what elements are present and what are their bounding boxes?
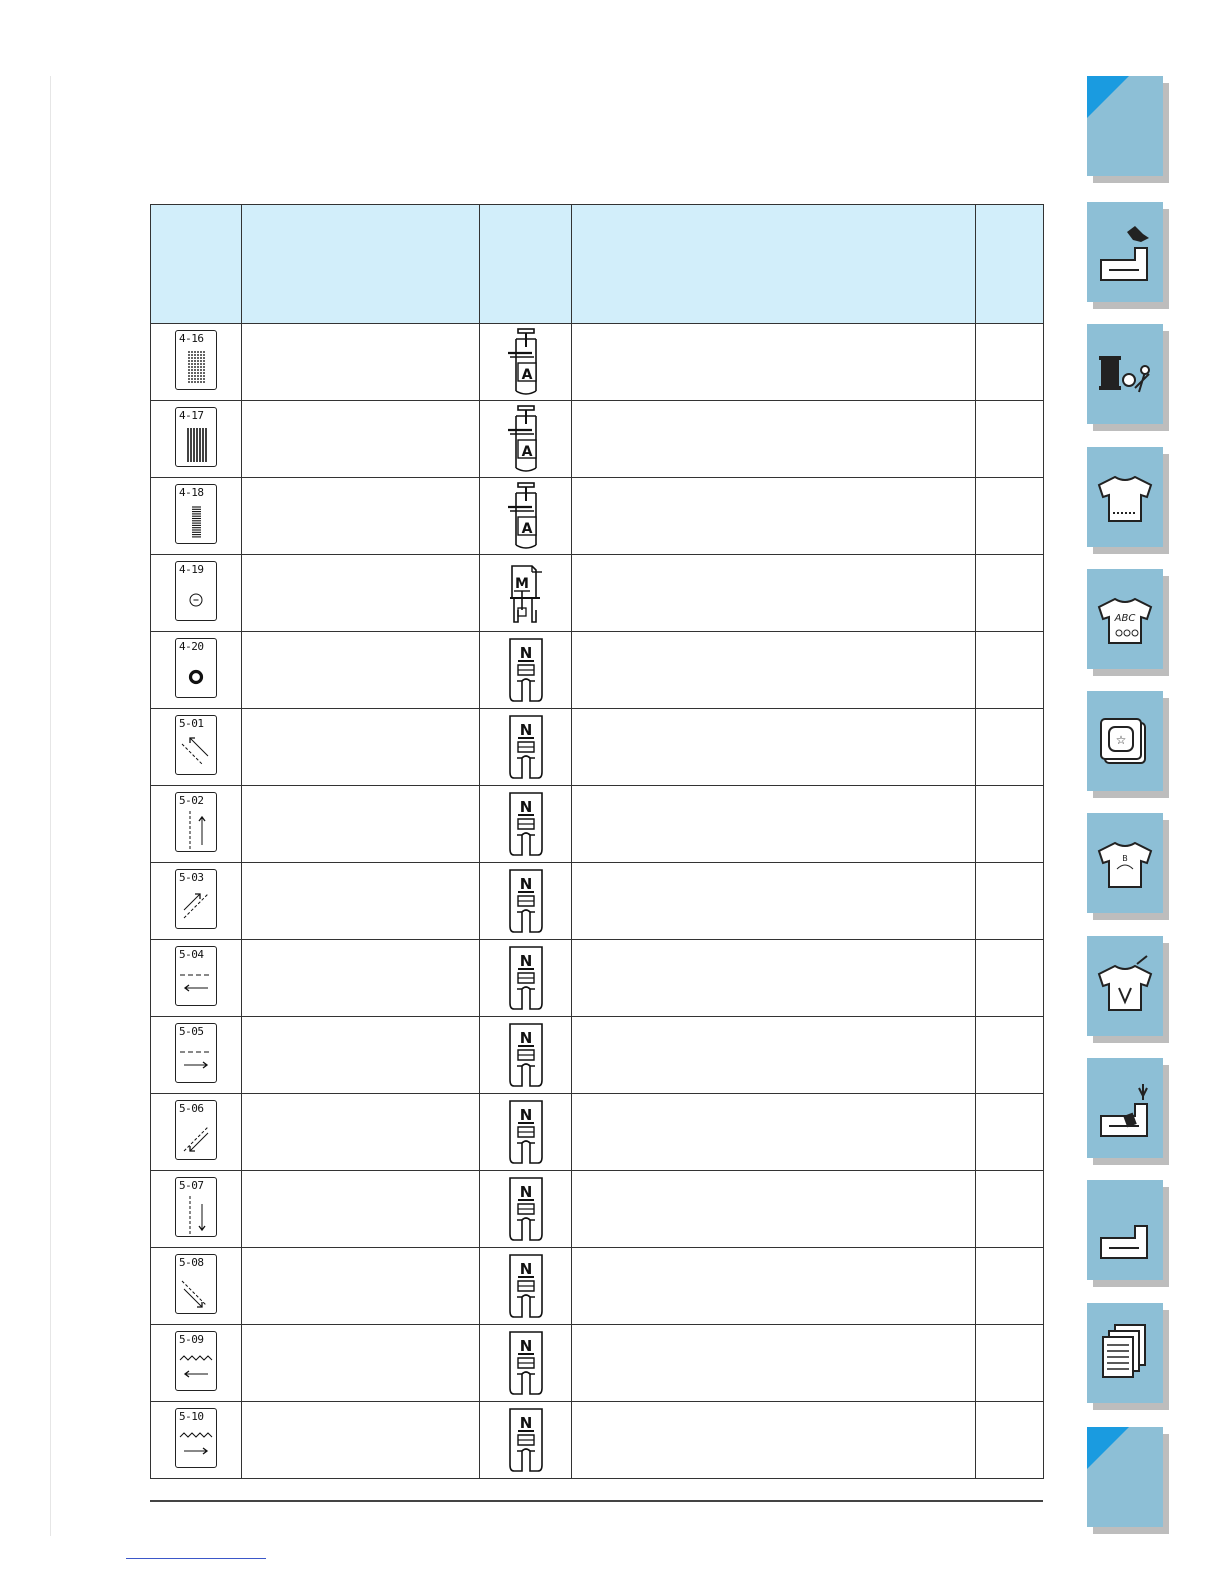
- svg-text:N: N: [519, 1106, 532, 1124]
- stitch-key-icon: [175, 1100, 217, 1160]
- header-page: [976, 205, 1044, 324]
- table-row: [151, 709, 1044, 786]
- presser-foot-cell: [480, 709, 572, 786]
- stitch-key-icon: [175, 946, 217, 1006]
- application-cell: [572, 1171, 976, 1248]
- stitch-pattern-icon: [176, 653, 216, 697]
- stitch-cell: [151, 478, 242, 555]
- page-cell: [976, 401, 1044, 478]
- page-cell: [976, 632, 1044, 709]
- stitch-cell: [151, 555, 242, 632]
- chapter-tab[interactable]: [1087, 1303, 1163, 1403]
- presser-foot-cell: [480, 632, 572, 709]
- application-cell: [572, 401, 976, 478]
- stitch-key-icon: [175, 1254, 217, 1314]
- presser-foot-n-icon: [480, 635, 571, 705]
- stitch-pattern-icon: [176, 1346, 216, 1390]
- stitch-key-icon: [175, 1023, 217, 1083]
- table-row: [151, 940, 1044, 1017]
- stitch-cell: [151, 1017, 242, 1094]
- application-cell: [572, 478, 976, 555]
- application-cell: [572, 1402, 976, 1479]
- presser-foot-cell: [480, 1017, 572, 1094]
- svg-text:N: N: [519, 875, 532, 893]
- stitch-cell: [151, 863, 242, 940]
- stitch-key-icon: [175, 407, 217, 467]
- application-cell: [572, 1094, 976, 1171]
- stitch-name-cell: [242, 1171, 480, 1248]
- stitch-key-icon: [175, 1177, 217, 1237]
- presser-foot-m-icon: [480, 558, 571, 628]
- application-cell: [572, 1017, 976, 1094]
- stitch-key-icon: [175, 792, 217, 852]
- presser-foot-cell: [480, 401, 572, 478]
- stitch-cell: [151, 1094, 242, 1171]
- svg-text:A: A: [521, 521, 532, 537]
- stitch-code: 5-06: [179, 1101, 204, 1115]
- stitch-pattern-icon: [176, 1269, 216, 1313]
- stitch-key-icon: [175, 869, 217, 929]
- stitch-name-cell: [242, 786, 480, 863]
- presser-foot-cell: [480, 478, 572, 555]
- stitch-name-cell: [242, 324, 480, 401]
- stitch-key-icon: [175, 1331, 217, 1391]
- stitch-code: 4-17: [179, 408, 204, 422]
- stitch-pattern-icon: [176, 422, 216, 466]
- table-row: [151, 1094, 1044, 1171]
- presser-foot-cell: [480, 1171, 572, 1248]
- presser-foot-n-icon: [480, 1251, 571, 1321]
- application-cell: [572, 632, 976, 709]
- table-row: [151, 555, 1044, 632]
- stitch-code: 5-09: [179, 1332, 204, 1346]
- presser-foot-n-icon: [480, 1405, 571, 1475]
- stitch-pattern-icon: [176, 807, 216, 851]
- page-cell: [976, 786, 1044, 863]
- chapter-tab[interactable]: [1087, 1180, 1163, 1280]
- stitch-name-cell: [242, 1017, 480, 1094]
- chapter-tab[interactable]: [1087, 691, 1163, 791]
- page-cell: [976, 1325, 1044, 1402]
- chapter-tab[interactable]: [1087, 936, 1163, 1036]
- stitch-pattern-icon: [176, 499, 216, 543]
- stitch-table: [150, 204, 1044, 1479]
- header-name: [242, 205, 480, 324]
- presser-foot-n-icon: [480, 1020, 571, 1090]
- stitch-cell: [151, 632, 242, 709]
- presser-foot-n-icon: [480, 1097, 571, 1167]
- bottom-rule: [150, 1500, 1043, 1502]
- stitch-name-cell: [242, 555, 480, 632]
- stitch-name-cell: [242, 632, 480, 709]
- table-row: [151, 863, 1044, 940]
- stitch-pattern-icon: [176, 1423, 216, 1467]
- chapter-tab[interactable]: [1087, 324, 1163, 424]
- stitch-pattern-icon: [176, 730, 216, 774]
- presser-foot-n-icon: [480, 789, 571, 859]
- page-cell: [976, 1402, 1044, 1479]
- presser-foot-n-icon: [480, 866, 571, 936]
- stitch-code: 5-05: [179, 1024, 204, 1038]
- stitch-key-icon: [175, 330, 217, 390]
- svg-text:N: N: [519, 1183, 532, 1201]
- application-cell: [572, 1325, 976, 1402]
- stitch-code: 4-19: [179, 562, 204, 576]
- stitch-name-cell: [242, 1325, 480, 1402]
- svg-text:N: N: [519, 1260, 532, 1278]
- presser-foot-cell: [480, 1325, 572, 1402]
- stitch-key-icon: [175, 715, 217, 775]
- header-presser-foot: [480, 205, 572, 324]
- stitch-cell: [151, 786, 242, 863]
- table-row: [151, 1325, 1044, 1402]
- chapter-tab[interactable]: [1087, 76, 1163, 176]
- presser-foot-n-icon: [480, 943, 571, 1013]
- page-cell: [976, 863, 1044, 940]
- stitch-name-cell: [242, 1248, 480, 1325]
- table-row: [151, 324, 1044, 401]
- stitch-key-icon: [175, 561, 217, 621]
- stitch-code: 5-03: [179, 870, 204, 884]
- presser-foot-cell: [480, 863, 572, 940]
- page-cell: [976, 1171, 1044, 1248]
- stitch-code: 5-02: [179, 793, 204, 807]
- stitch-name-cell: [242, 478, 480, 555]
- presser-foot-cell: [480, 940, 572, 1017]
- stitch-pattern-icon: [176, 576, 216, 620]
- chapter-tab[interactable]: [1087, 569, 1163, 669]
- svg-text:M: M: [514, 576, 529, 592]
- presser-foot-a-icon: [480, 327, 571, 397]
- stitch-name-cell: [242, 940, 480, 1017]
- table-row: [151, 1017, 1044, 1094]
- stitch-pattern-icon: [176, 1115, 216, 1159]
- presser-foot-cell: [480, 1094, 572, 1171]
- svg-text:N: N: [519, 1414, 532, 1432]
- svg-text:☆: ☆: [1115, 733, 1127, 747]
- svg-text:A: A: [521, 367, 532, 383]
- chapter-tab[interactable]: [1087, 813, 1163, 913]
- presser-foot-cell: [480, 786, 572, 863]
- svg-text:N: N: [519, 721, 532, 739]
- page-cell: [976, 1094, 1044, 1171]
- table-row: [151, 1402, 1044, 1479]
- left-margin-rule: [50, 76, 51, 1536]
- page-cell: [976, 478, 1044, 555]
- table-header-row: [151, 205, 1044, 324]
- application-cell: [572, 555, 976, 632]
- stitch-name-cell: [242, 401, 480, 478]
- stitch-name-cell: [242, 709, 480, 786]
- stitch-key-icon: [175, 638, 217, 698]
- table-row: [151, 478, 1044, 555]
- application-cell: [572, 863, 976, 940]
- chapter-tab[interactable]: [1087, 1058, 1163, 1158]
- stitch-name-cell: [242, 1094, 480, 1171]
- presser-foot-cell: [480, 1402, 572, 1479]
- stitch-code: 5-07: [179, 1178, 204, 1192]
- stitch-code: 4-20: [179, 639, 204, 653]
- table-row: [151, 1248, 1044, 1325]
- stitch-pattern-icon: [176, 1038, 216, 1082]
- header-application: [572, 205, 976, 324]
- header-stitch: [151, 205, 242, 324]
- stitch-cell: [151, 1402, 242, 1479]
- svg-text:N: N: [519, 798, 532, 816]
- table-row: [151, 1171, 1044, 1248]
- stitch-key-icon: [175, 484, 217, 544]
- page-cell: [976, 324, 1044, 401]
- application-cell: [572, 324, 976, 401]
- footer-link-line: [126, 1558, 266, 1559]
- stitch-name-cell: [242, 863, 480, 940]
- stitch-cell: [151, 1248, 242, 1325]
- page-cell: [976, 555, 1044, 632]
- presser-foot-a-icon: [480, 404, 571, 474]
- chapter-tab[interactable]: [1087, 447, 1163, 547]
- stitch-cell: [151, 1325, 242, 1402]
- presser-foot-n-icon: [480, 712, 571, 782]
- page-cell: [976, 940, 1044, 1017]
- application-cell: [572, 940, 976, 1017]
- page-cell: [976, 709, 1044, 786]
- stitch-cell: [151, 324, 242, 401]
- stitch-code: 4-18: [179, 485, 204, 499]
- chapter-corner-icon: [1087, 1427, 1129, 1469]
- presser-foot-cell: [480, 555, 572, 632]
- stitch-pattern-icon: [176, 961, 216, 1005]
- chapter-tab[interactable]: [1087, 202, 1163, 302]
- stitch-cell: [151, 1171, 242, 1248]
- svg-text:B: B: [1122, 854, 1128, 863]
- presser-foot-n-icon: [480, 1328, 571, 1398]
- stitch-cell: [151, 401, 242, 478]
- chapter-corner-icon: [1087, 76, 1129, 118]
- stitch-code: 5-01: [179, 716, 204, 730]
- presser-foot-n-icon: [480, 1174, 571, 1244]
- stitch-cell: [151, 940, 242, 1017]
- application-cell: [572, 1248, 976, 1325]
- stitch-code: 5-08: [179, 1255, 204, 1269]
- svg-text:A: A: [521, 444, 532, 460]
- table-row: [151, 401, 1044, 478]
- stitch-code: 4-16: [179, 331, 204, 345]
- stitch-code: 5-04: [179, 947, 204, 961]
- table-row: [151, 632, 1044, 709]
- stitch-pattern-icon: [176, 345, 216, 389]
- svg-text:ABC: ABC: [1114, 613, 1136, 624]
- stitch-pattern-icon: [176, 1192, 216, 1236]
- svg-text:N: N: [519, 1029, 532, 1047]
- presser-foot-a-icon: [480, 481, 571, 551]
- stitch-cell: [151, 709, 242, 786]
- page-cell: [976, 1248, 1044, 1325]
- stitch-key-icon: [175, 1408, 217, 1468]
- chapter-tab[interactable]: [1087, 1427, 1163, 1527]
- presser-foot-cell: [480, 1248, 572, 1325]
- svg-text:N: N: [519, 952, 532, 970]
- stitch-code: 5-10: [179, 1409, 204, 1423]
- svg-text:N: N: [519, 644, 532, 662]
- presser-foot-cell: [480, 324, 572, 401]
- svg-text:N: N: [519, 1337, 532, 1355]
- table-row: [151, 786, 1044, 863]
- page-cell: [976, 1017, 1044, 1094]
- application-cell: [572, 786, 976, 863]
- stitch-pattern-icon: [176, 884, 216, 928]
- application-cell: [572, 709, 976, 786]
- stitch-name-cell: [242, 1402, 480, 1479]
